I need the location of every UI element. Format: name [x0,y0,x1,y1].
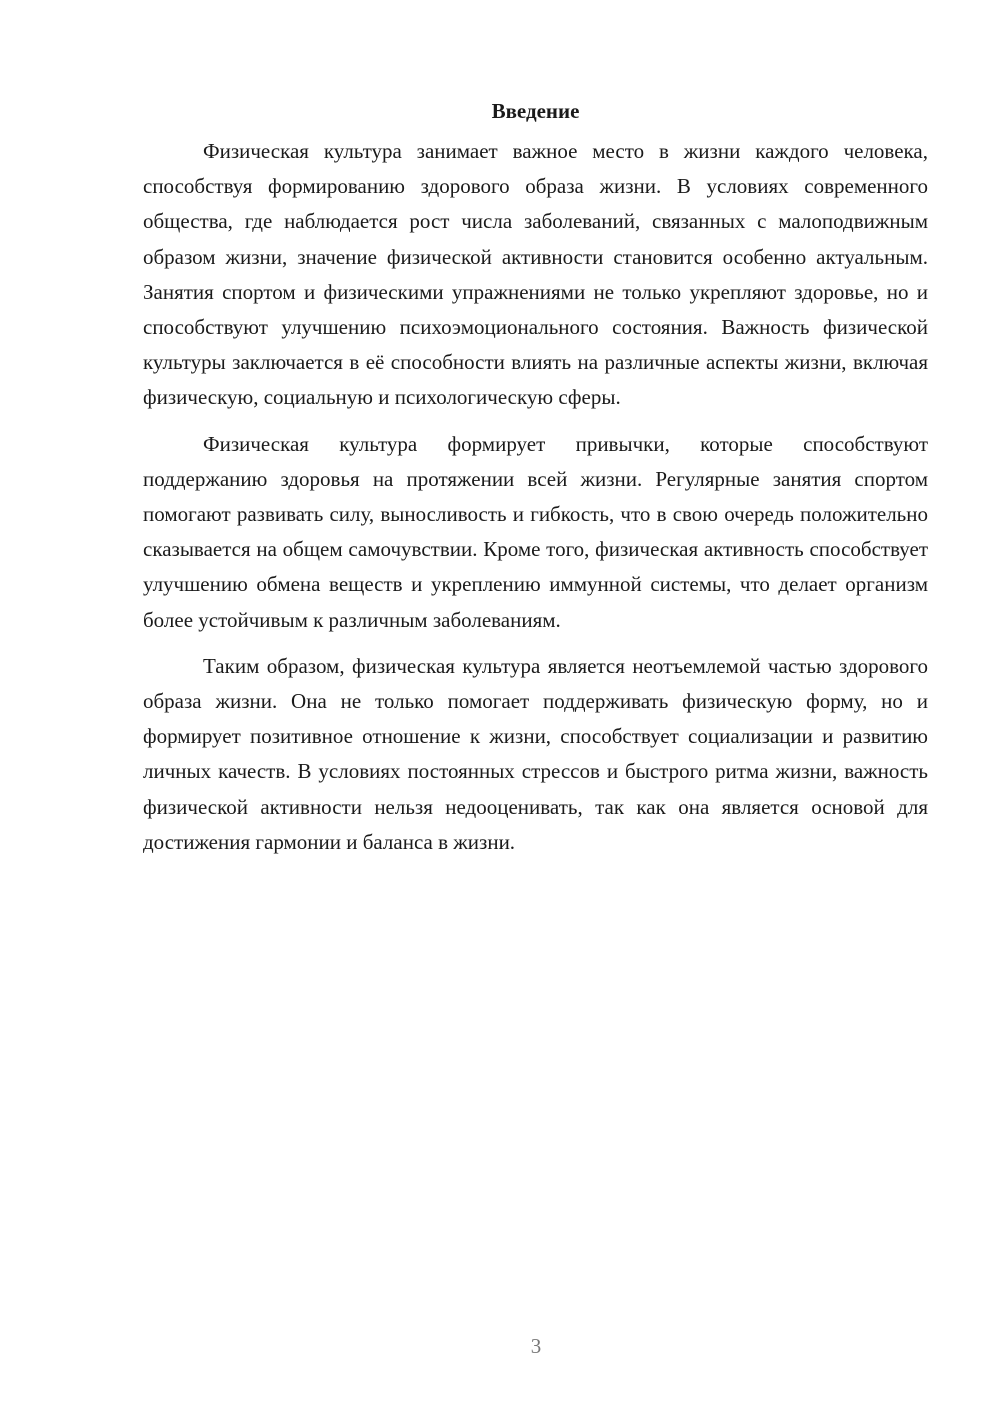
page-number: 3 [530,1334,542,1358]
page-content [143,96,928,860]
paragraph-1: Физическая культура занимает важное место в жизни каждого человека, способствуя формированию здорового образа жизни. В условиях современного общества, где наблюдается рост числа заболеваний, связанных с малоподвижным образом жизни, значение физической активности становится особенно актуальным. Занятия спортом и физическими упражнениями не только укрепляют здоровье, но и способствуют улучшению психоэмоционального состояния. Важность физической культуры заключается в её способности влиять на различные аспекты жизни, включая физическую, социальную и психологическую сферы. [143,139,928,410]
paragraph-2: Физическая культура формирует привычки, которые способствуют поддержанию здоровья на протяжении всей жизни. Регулярные занятия спортом помогают развивать силу, выносливость и гибкость, что в свою очередь положительно сказывается на общем самочувствии. Кроме того, физическая активность способствует улучшению обмена веществ и укреплению иммунной системы, что делает организм более устойчивым к различным заболеваниям. [143,431,928,632]
section-title: Введение [491,99,580,123]
paragraph-3: Таким образом, физическая культура является неотъемлемой частью здорового образа жизни. Она не только помогает поддерживать физическую форму, но и формирует позитивное отношение к жизни, способствует социализации и развитию личных качеств. В условиях постоянных стрессов и быстрого ритма жизни, важность физической активности нельзя недооценивать, так как она является основой для достижения гармонии и баланса в жизни. [143,653,928,854]
